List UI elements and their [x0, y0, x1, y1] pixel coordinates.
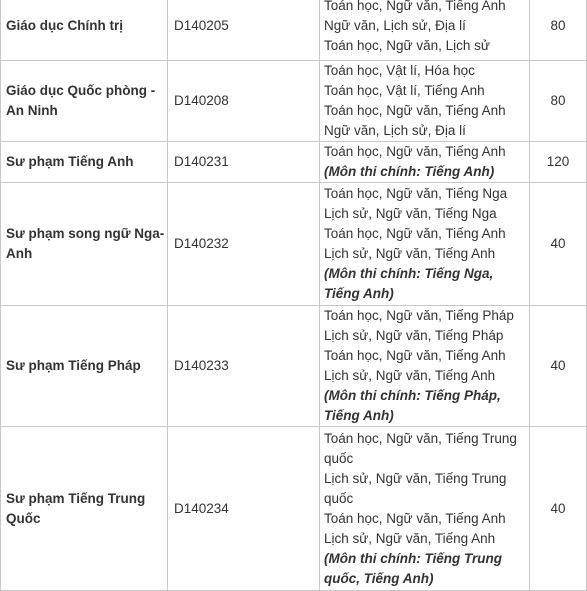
major-code: D140205 [168, 0, 320, 61]
table-row [1, 427, 587, 591]
subject-combination: Toán học, Ngữ văn, Tiếng Anh [324, 348, 506, 363]
major-name: Giáo dục Quốc phòng - An Ninh [1, 61, 168, 142]
major-code: D140231 [168, 142, 320, 183]
subject-combination: Ngữ văn, Lịch sử, Địa lí [324, 123, 466, 138]
subject-combinations [320, 183, 530, 306]
subject-combination: Toán học, Ngữ văn, Tiếng Pháp [324, 308, 514, 323]
subject-combination: Toán học, Vật lí, Tiếng Anh [324, 83, 485, 98]
main-exam-note: (Môn thi chính: Tiếng Nga, Tiếng Anh) [324, 266, 494, 301]
subject-combination: Toán học, Ngữ văn, Tiếng Anh [324, 103, 506, 118]
subject-combination: Lịch sử, Ngữ văn, Tiếng Anh [324, 368, 496, 383]
main-exam-note: (Môn thi chính: Tiếng Anh) [324, 164, 495, 179]
subject-combinations [320, 142, 530, 183]
subject-combination: Toán học, Ngữ văn, Tiếng Anh [324, 0, 506, 13]
major-code: D140234 [168, 427, 320, 591]
major-code: D140208 [168, 61, 320, 142]
subject-combination: Lịch sử, Ngữ văn, Tiếng Trung quốc [324, 470, 507, 506]
quota: 80 [530, 61, 587, 142]
major-code: D140232 [168, 183, 320, 306]
subject-combinations [320, 0, 530, 61]
quota: 40 [530, 306, 587, 427]
major-name: Sư phạm song ngữ Nga-Anh [1, 183, 168, 306]
quota: 120 [530, 142, 587, 183]
subject-combination: Toán học, Vật lí, Hóa học [324, 63, 475, 78]
major-name: Giáo dục Chính trị [1, 0, 168, 61]
major-name: Sư phạm Tiếng Anh [1, 142, 168, 183]
major-name: Sư phạm Tiếng Pháp [1, 306, 168, 427]
subject-combination: Toán học, Ngữ văn, Tiếng Anh [324, 510, 506, 526]
table-row [1, 306, 587, 427]
subject-combination: Toán học, Ngữ văn, Lịch sử [324, 38, 490, 53]
table-row [1, 61, 587, 142]
subject-combination: Lịch sử, Ngữ văn, Tiếng Anh [324, 530, 496, 546]
subject-combination: Lịch sử, Ngữ văn, Tiếng Nga [324, 206, 497, 221]
subject-combination: Lịch sử, Ngữ văn, Tiếng Anh [324, 246, 496, 261]
main-exam-note: (Môn thi chính: Tiếng Pháp, Tiếng Anh) [324, 388, 501, 423]
subject-combination: Toán học, Ngữ văn, Tiếng Anh [324, 226, 506, 241]
quota: 40 [530, 183, 587, 306]
subject-combination: Toán học, Ngữ văn, Tiếng Nga [324, 186, 508, 201]
main-exam-note: (Môn thi chính: Tiếng Trung quốc, Tiếng Anh) [324, 550, 502, 586]
subject-combinations [320, 306, 530, 427]
subject-combination: Toán học, Ngữ văn, Tiếng Trung quốc [324, 430, 517, 466]
quota: 40 [530, 427, 587, 591]
major-code: D140233 [168, 306, 320, 427]
subject-combination: Ngữ văn, Lịch sử, Địa lí [324, 18, 466, 33]
major-name: Sư phạm Tiếng Trung Quốc [1, 427, 168, 591]
table-row [1, 183, 587, 306]
table-row [1, 0, 587, 61]
subject-combinations [320, 61, 530, 142]
table-row [1, 142, 587, 183]
subject-combination: Toán học, Ngữ văn, Tiếng Anh [324, 144, 506, 159]
quota: 80 [530, 0, 587, 61]
subject-combination: Lịch sử, Ngữ văn, Tiếng Pháp [324, 328, 504, 343]
subject-combinations [320, 427, 530, 591]
